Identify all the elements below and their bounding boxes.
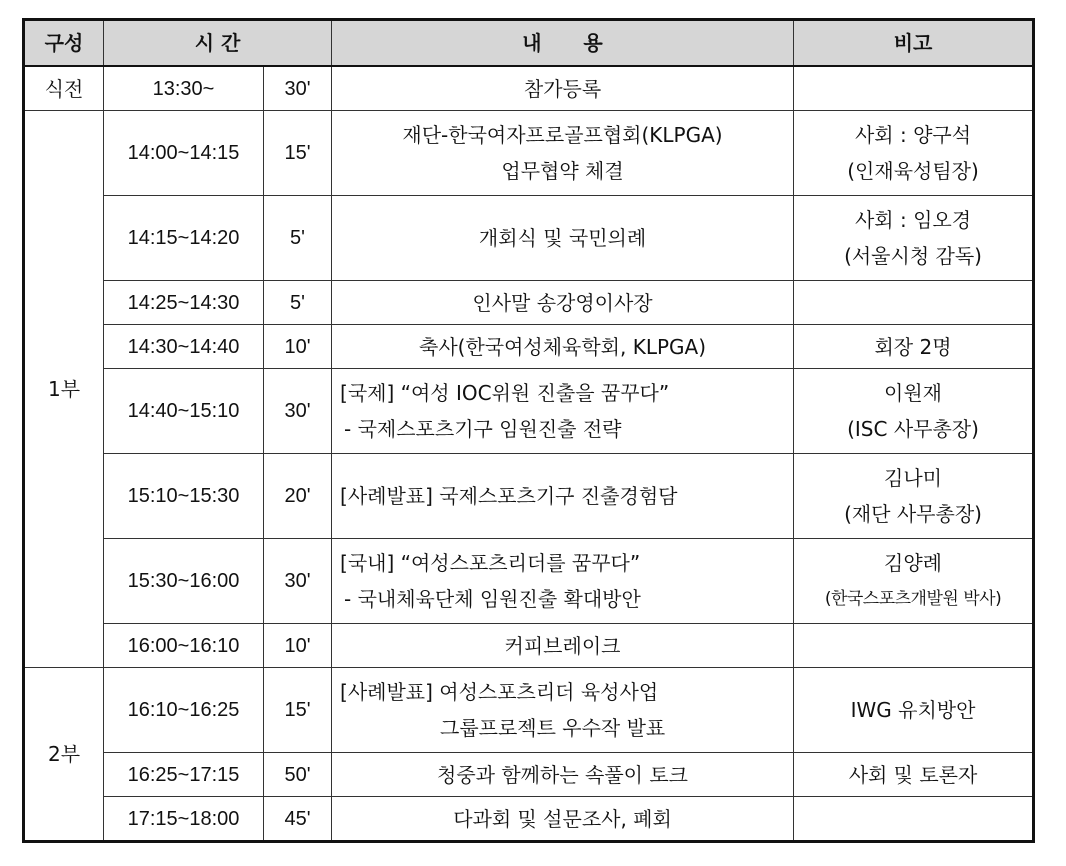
- content-line: [국제] “여성 IOC위원 진출을 꿈꾸다”: [340, 381, 670, 405]
- table-row: [24, 454, 1034, 539]
- note-line: (인재육성팀장): [847, 159, 979, 183]
- time-cell: 15:30~16:00: [104, 539, 264, 624]
- table-row: [24, 624, 1034, 668]
- table-row: [24, 111, 1034, 196]
- note-line: 사회 : 임오경: [854, 208, 972, 232]
- table-row: [24, 196, 1034, 281]
- time-cell: 16:00~16:10: [104, 624, 264, 668]
- section-cell-part2: 2부: [24, 668, 104, 842]
- time-cell: 14:15~14:20: [104, 196, 264, 281]
- program-schedule-table: [22, 18, 1035, 843]
- time-cell: 13:30~: [104, 66, 264, 111]
- time-cell: 14:40~15:10: [104, 369, 264, 454]
- table-row: [24, 753, 1034, 797]
- content-cell: [사례발표] 국제스포츠기구 진출경험담: [332, 454, 794, 539]
- note-line: (ISC 사무총장): [847, 417, 979, 441]
- content-line: 그룹프로젝트 우수작 발표: [440, 716, 666, 740]
- content-cell: [332, 369, 794, 454]
- content-cell: [332, 668, 794, 753]
- table-row: [24, 325, 1034, 369]
- note-line: 사회 : 양구석: [854, 123, 972, 147]
- duration-cell: 10': [264, 624, 332, 668]
- content-line: [국내] “여성스포츠리더를 꿈꾸다”: [340, 551, 641, 575]
- content-cell: 개회식 및 국민의례: [332, 196, 794, 281]
- note-cell: [794, 281, 1034, 325]
- header-note: 비고: [794, 20, 1034, 67]
- header-row: [24, 20, 1034, 67]
- header-section: 구성: [24, 20, 104, 67]
- header-content: 내 용: [332, 20, 794, 67]
- time-cell: 14:25~14:30: [104, 281, 264, 325]
- time-cell: 16:25~17:15: [104, 753, 264, 797]
- note-cell: [794, 454, 1034, 539]
- note-cell: 회장 2명: [794, 325, 1034, 369]
- note-cell: IWG 유치방안: [794, 668, 1034, 753]
- note-cell: [794, 111, 1034, 196]
- duration-cell: 15': [264, 668, 332, 753]
- section-cell-part1: 1부: [24, 111, 104, 668]
- content-cell: 청중과 함께하는 속풀이 토크: [332, 753, 794, 797]
- note-line: (한국스포츠개발원 박사): [824, 589, 1002, 609]
- note-cell: [794, 624, 1034, 668]
- duration-cell: 45': [264, 797, 332, 842]
- content-cell: 인사말 송강영이사장: [332, 281, 794, 325]
- content-cell: 다과회 및 설문조사, 폐회: [332, 797, 794, 842]
- duration-cell: 30': [264, 66, 332, 111]
- content-line: - 국제스포츠기구 임원진출 전략: [344, 417, 622, 441]
- content-line: [사례발표] 여성스포츠리더 육성사업: [340, 680, 659, 704]
- content-cell: 참가등록: [332, 66, 794, 111]
- time-cell: 16:10~16:25: [104, 668, 264, 753]
- time-cell: 14:30~14:40: [104, 325, 264, 369]
- duration-cell: 5': [264, 281, 332, 325]
- content-line: 재단-한국여자프로골프협회(KLPGA): [402, 123, 723, 147]
- time-cell: 15:10~15:30: [104, 454, 264, 539]
- table-row: [24, 797, 1034, 842]
- content-cell: 축사(한국여성체육학회, KLPGA): [332, 325, 794, 369]
- duration-cell: 5': [264, 196, 332, 281]
- duration-cell: 15': [264, 111, 332, 196]
- content-cell: [332, 539, 794, 624]
- duration-cell: 20': [264, 454, 332, 539]
- note-line: (재단 사무총장): [844, 502, 982, 526]
- time-cell: 17:15~18:00: [104, 797, 264, 842]
- content-cell: 커피브레이크: [332, 624, 794, 668]
- note-cell: 사회 및 토론자: [794, 753, 1034, 797]
- content-line: 업무협약 체결: [501, 159, 624, 183]
- table-row: [24, 668, 1034, 753]
- header-time: 시 간: [104, 20, 332, 67]
- note-line: 김양례: [884, 551, 942, 575]
- note-cell: [794, 66, 1034, 111]
- duration-cell: 50': [264, 753, 332, 797]
- table-row: [24, 281, 1034, 325]
- note-cell: [794, 539, 1034, 624]
- note-line: (서울시청 감독): [844, 244, 982, 268]
- note-line: 김나미: [884, 466, 942, 490]
- section-cell: 식전: [24, 66, 104, 111]
- content-cell: [332, 111, 794, 196]
- table-row: [24, 369, 1034, 454]
- content-line: - 국내체육단체 임원진출 확대방안: [344, 587, 641, 611]
- table-row: [24, 66, 1034, 111]
- note-cell: [794, 797, 1034, 842]
- table-row: [24, 539, 1034, 624]
- note-line: 이원재: [884, 381, 942, 405]
- duration-cell: 30': [264, 539, 332, 624]
- duration-cell: 10': [264, 325, 332, 369]
- duration-cell: 30': [264, 369, 332, 454]
- note-cell: [794, 196, 1034, 281]
- note-cell: [794, 369, 1034, 454]
- time-cell: 14:00~14:15: [104, 111, 264, 196]
